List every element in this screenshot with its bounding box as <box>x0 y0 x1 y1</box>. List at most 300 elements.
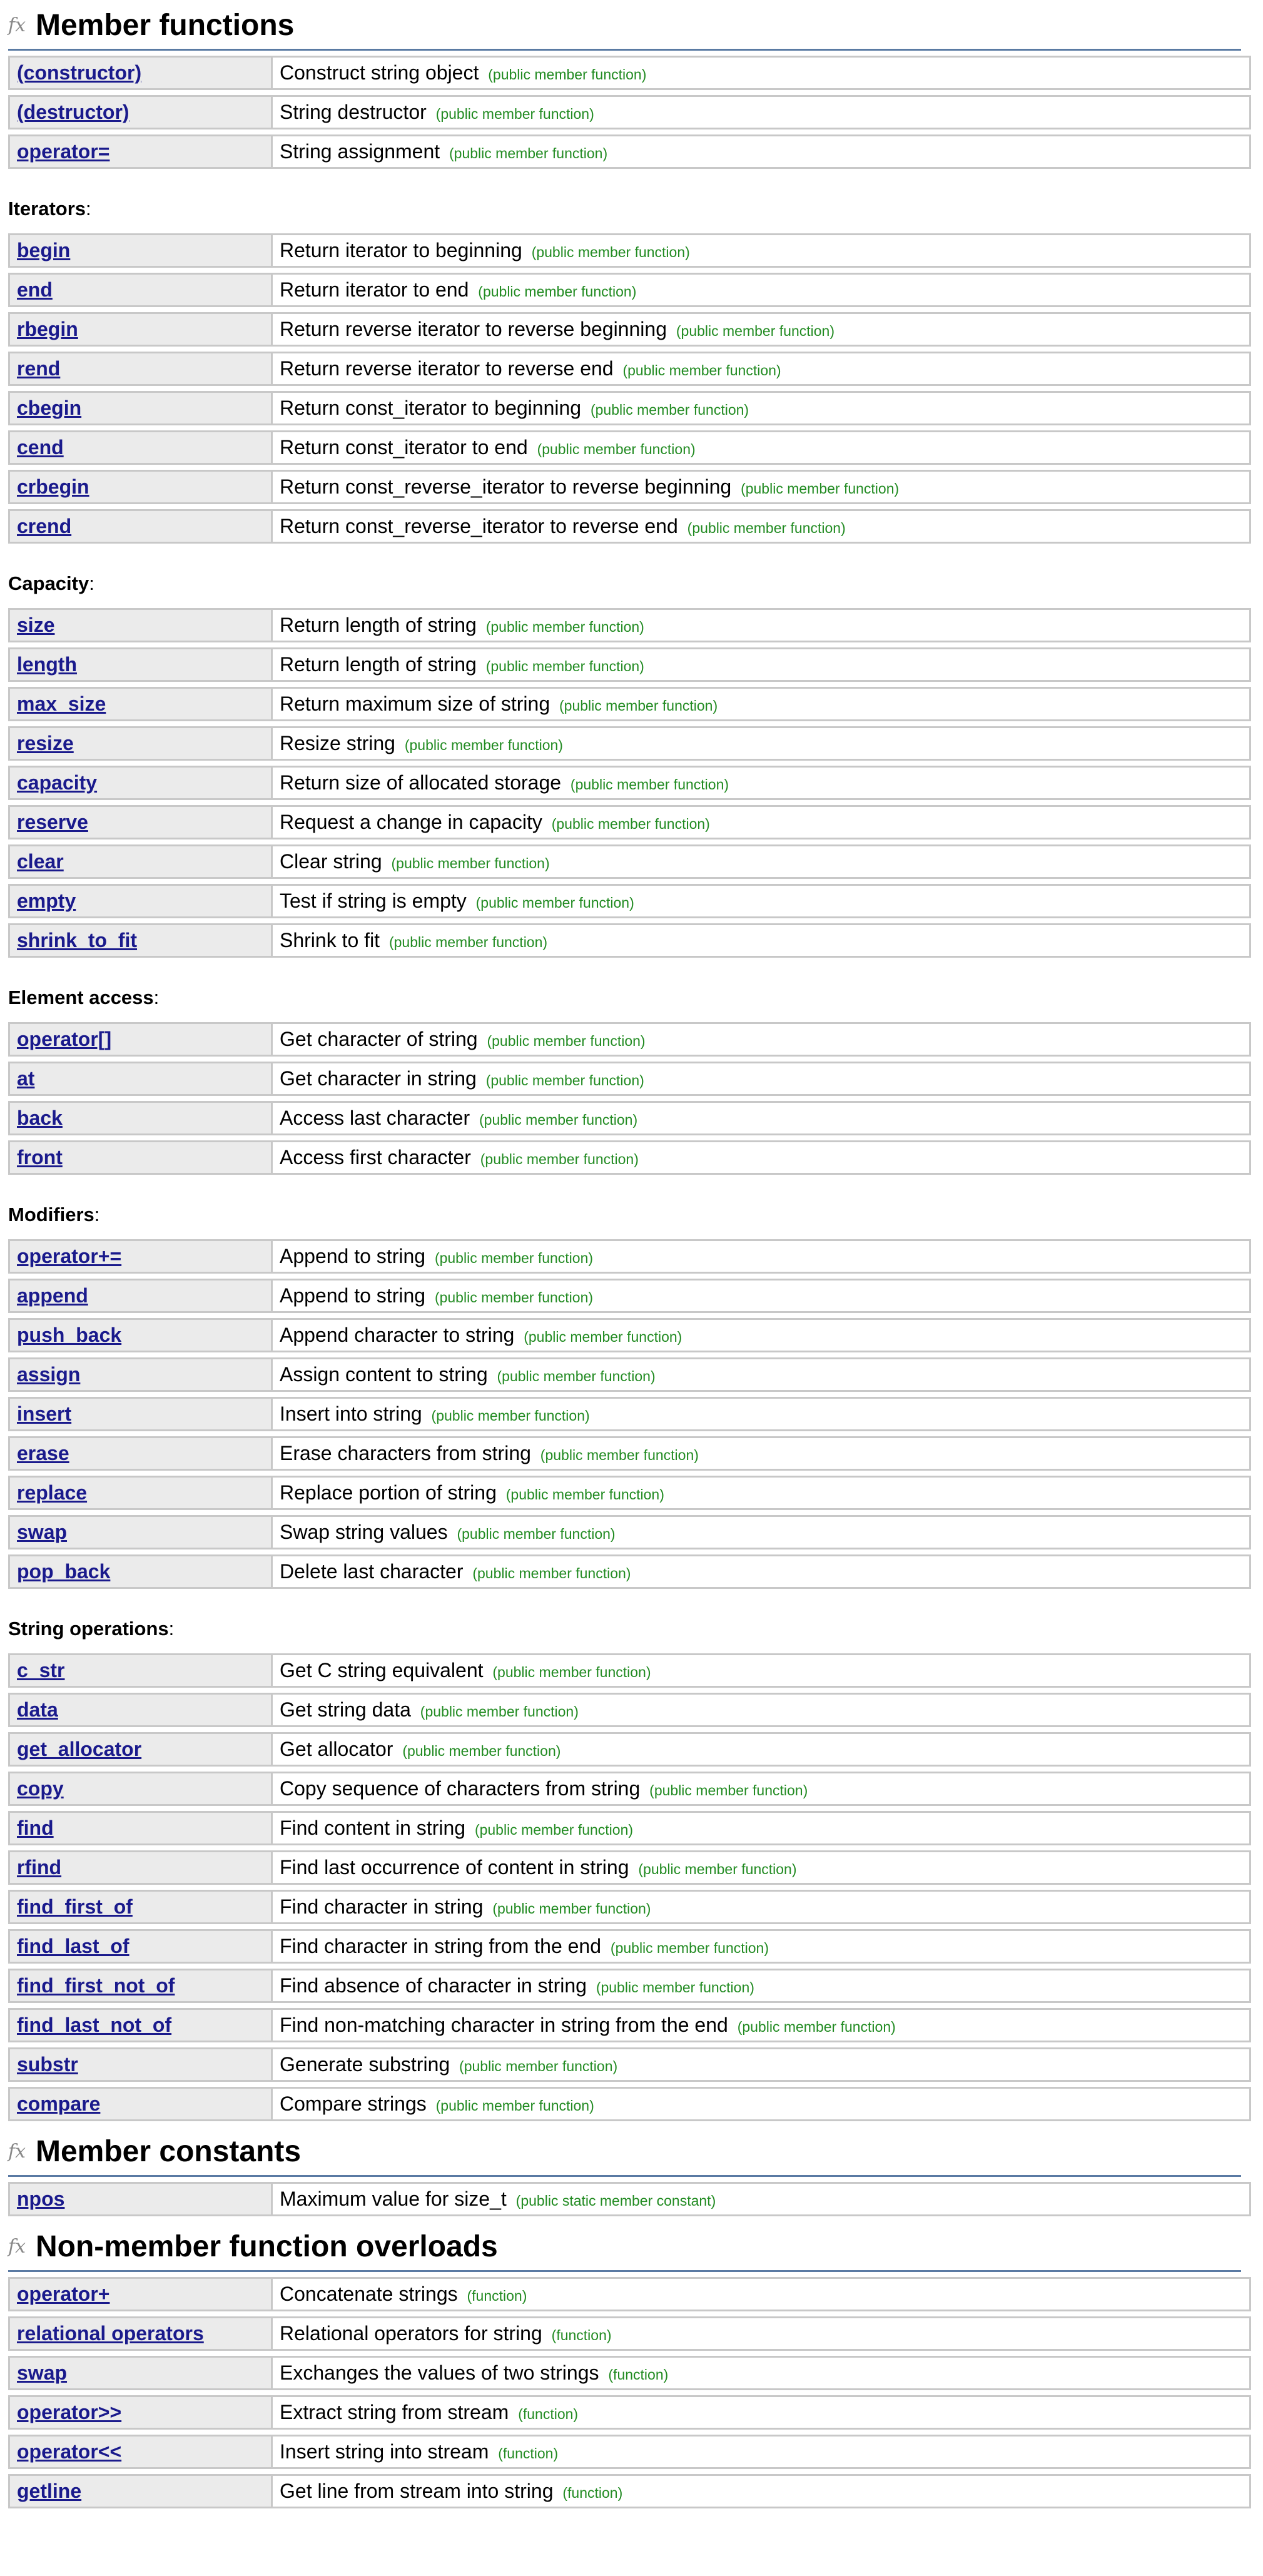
member-link[interactable]: (destructor) <box>17 101 129 123</box>
member-row <box>8 2182 1251 2216</box>
member-kind: (public member function) <box>479 1112 638 1128</box>
member-link[interactable]: find <box>17 1817 54 1839</box>
member-description-cell <box>271 2087 1251 2121</box>
member-kind: (public member function) <box>485 1072 644 1088</box>
group-title: Capacity: <box>8 572 94 594</box>
member-link[interactable]: find_first_not_of <box>17 1974 175 1997</box>
member-row <box>8 884 1251 918</box>
member-description-cell <box>271 923 1251 958</box>
member-kind: (public member function) <box>497 1368 656 1384</box>
member-name-cell <box>8 1693 271 1727</box>
member-description: Find character in string from the end <box>280 1935 602 1957</box>
member-description-cell <box>271 1140 1251 1175</box>
member-row <box>8 273 1251 307</box>
member-row <box>8 1062 1251 1096</box>
member-name-cell <box>8 884 271 918</box>
member-name-cell <box>8 1890 271 1924</box>
member-name-cell <box>8 1140 271 1175</box>
member-description-cell <box>271 2047 1251 2082</box>
member-name-cell <box>8 2087 271 2121</box>
member-description: String destructor <box>280 101 427 123</box>
member-description: Copy sequence of characters from string <box>280 1777 641 1800</box>
member-link[interactable]: length <box>17 653 77 676</box>
member-link[interactable]: substr <box>17 2053 78 2076</box>
member-link[interactable]: resize <box>17 732 74 754</box>
member-link[interactable]: erase <box>17 1442 69 1464</box>
member-description: Get C string equivalent <box>280 1659 484 1681</box>
member-name-cell <box>8 1101 271 1135</box>
member-description: Insert string into stream <box>280 2440 489 2463</box>
member-kind: (public member function) <box>540 1447 699 1463</box>
member-description-cell <box>271 2008 1251 2042</box>
member-description-cell <box>271 726 1251 761</box>
member-name-cell <box>8 509 271 544</box>
member-row <box>8 470 1251 504</box>
member-row <box>8 1890 1251 1924</box>
member-link[interactable]: operator<< <box>17 2440 122 2463</box>
member-link[interactable]: copy <box>17 1777 64 1800</box>
member-link[interactable]: crend <box>17 515 72 537</box>
member-link[interactable]: swap <box>17 2361 68 2384</box>
member-link[interactable]: assign <box>17 1363 81 1386</box>
member-group <box>8 197 1255 549</box>
member-link[interactable]: operator+= <box>17 1245 122 1267</box>
member-row <box>8 2008 1251 2042</box>
member-link[interactable]: at <box>17 1067 35 1090</box>
member-link[interactable]: empty <box>17 890 76 912</box>
member-description-cell <box>271 1476 1251 1510</box>
member-link[interactable]: swap <box>17 1521 68 1543</box>
member-description: Erase characters from string <box>280 1442 531 1464</box>
member-description-cell <box>271 352 1251 386</box>
member-name-cell <box>8 2474 271 2508</box>
member-group <box>8 2177 1255 2221</box>
member-row <box>8 1101 1251 1135</box>
member-link[interactable]: crbegin <box>17 475 89 498</box>
member-name-cell <box>8 766 271 800</box>
member-row <box>8 1554 1251 1589</box>
member-description: Insert into string <box>280 1402 422 1425</box>
member-kind: (public member function) <box>524 1329 682 1345</box>
member-description: Append to string <box>280 1284 426 1307</box>
section-title: Non-member function overloads <box>36 2229 498 2263</box>
member-row <box>8 430 1251 465</box>
member-name-cell <box>8 56 271 90</box>
member-name-cell <box>8 805 271 839</box>
member-description: String assignment <box>280 140 440 163</box>
member-group <box>8 51 1255 174</box>
member-description: Swap string values <box>280 1521 448 1543</box>
member-row <box>8 2277 1251 2311</box>
member-description: Get line from stream into string <box>280 2480 554 2502</box>
member-kind: (public member function) <box>537 441 696 457</box>
member-row <box>8 1357 1251 1392</box>
member-description-cell <box>271 1515 1251 1549</box>
member-kind: (public member function) <box>531 244 690 260</box>
member-description: Return length of string <box>280 653 477 676</box>
member-description-cell <box>271 1929 1251 1964</box>
member-description-cell <box>271 1397 1251 1431</box>
member-link[interactable]: clear <box>17 850 64 873</box>
member-name-cell <box>8 391 271 425</box>
member-kind: (public member function) <box>388 934 548 950</box>
member-description: Access first character <box>280 1146 471 1169</box>
member-kind: (public member function) <box>435 106 594 122</box>
member-name-cell <box>8 2356 271 2390</box>
member-kind: (public member function) <box>741 480 900 497</box>
member-description-cell <box>271 1062 1251 1096</box>
member-description: Maximum value for size_t <box>280 2188 507 2210</box>
member-kind: (public member function) <box>596 1979 754 1995</box>
member-name-cell <box>8 687 271 721</box>
member-description-cell <box>271 844 1251 879</box>
section-header <box>8 2223 1241 2272</box>
member-row <box>8 1279 1251 1313</box>
member-description-cell <box>271 95 1251 129</box>
member-description-cell <box>271 1279 1251 1313</box>
group-title: Modifiers: <box>8 1204 100 1225</box>
member-row <box>8 766 1251 800</box>
member-link[interactable]: end <box>17 278 53 301</box>
member-row <box>8 1929 1251 1964</box>
member-name-cell <box>8 273 271 307</box>
member-description-cell <box>271 430 1251 465</box>
member-kind: (public member function) <box>559 697 718 714</box>
member-row <box>8 2087 1251 2121</box>
member-description: Delete last character <box>280 1560 464 1583</box>
member-name-cell <box>8 923 271 958</box>
member-kind: (public member function) <box>434 1289 594 1306</box>
member-description-cell <box>271 687 1251 721</box>
fx-icon: fx <box>8 14 26 36</box>
member-description-cell <box>271 1318 1251 1352</box>
member-name-cell <box>8 1811 271 1845</box>
member-kind: (public member function) <box>492 1664 651 1680</box>
member-name-cell <box>8 312 271 347</box>
member-name-cell <box>8 470 271 504</box>
member-link[interactable]: begin <box>17 239 71 261</box>
member-link[interactable]: shrink_to_fit <box>17 929 138 951</box>
member-kind: (public member function) <box>505 1486 664 1503</box>
member-description-cell <box>271 1239 1251 1274</box>
member-link[interactable]: insert <box>17 1402 72 1425</box>
member-row <box>8 2474 1251 2508</box>
member-description-cell <box>271 1890 1251 1924</box>
member-kind: (function) <box>518 2406 579 2422</box>
member-description-cell <box>271 1732 1251 1767</box>
member-description: Return const_iterator to beginning <box>280 397 582 419</box>
reference-section <box>8 1 1255 2126</box>
member-name-cell <box>8 2435 271 2469</box>
member-link[interactable]: rend <box>17 357 61 380</box>
fx-icon: fx <box>8 2235 26 2258</box>
member-name-cell <box>8 1062 271 1096</box>
member-kind: (public member function) <box>610 1940 769 1956</box>
member-description: Get character in string <box>280 1067 477 1090</box>
member-kind: (public member function) <box>737 2019 896 2035</box>
member-row <box>8 805 1251 839</box>
member-kind: (function) <box>498 2445 559 2462</box>
member-link[interactable]: replace <box>17 1481 88 1504</box>
member-row <box>8 844 1251 879</box>
member-table <box>8 51 1251 174</box>
member-group <box>8 572 1255 963</box>
member-description: Construct string object <box>280 61 479 84</box>
member-name-cell <box>8 647 271 682</box>
member-description-cell <box>271 56 1251 90</box>
member-link[interactable]: getline <box>17 2480 82 2502</box>
member-group <box>8 1617 1255 2126</box>
member-description-cell <box>271 1772 1251 1806</box>
member-description: Compare strings <box>280 2092 427 2115</box>
member-kind: (public static member constant) <box>515 2193 716 2209</box>
member-description: Find last occurrence of content in string <box>280 1856 629 1879</box>
member-kind: (public member function) <box>478 283 637 300</box>
member-row <box>8 95 1251 129</box>
member-link[interactable]: append <box>17 1284 88 1307</box>
member-row <box>8 509 1251 544</box>
member-description-cell <box>271 2277 1251 2311</box>
member-kind: (public member function) <box>420 1703 579 1720</box>
member-link[interactable]: operator= <box>17 140 110 163</box>
member-name-cell <box>8 430 271 465</box>
member-link[interactable]: find_last_of <box>17 1935 129 1957</box>
group-title: Element access: <box>8 986 160 1008</box>
member-description-cell <box>271 1022 1251 1057</box>
member-description: Clear string <box>280 850 382 873</box>
section-title: Member constants <box>36 2134 302 2168</box>
member-table <box>8 2272 1251 2513</box>
member-link[interactable]: cend <box>17 436 64 459</box>
member-link[interactable]: get_allocator <box>17 1738 142 1760</box>
member-description: Exchanges the values of two strings <box>280 2361 599 2384</box>
member-name-cell <box>8 1554 271 1589</box>
member-link[interactable]: back <box>17 1107 63 1129</box>
member-description-cell <box>271 766 1251 800</box>
member-description-cell <box>271 805 1251 839</box>
member-name-cell <box>8 1969 271 2003</box>
member-link[interactable]: push_back <box>17 1324 122 1346</box>
member-kind: (public member function) <box>488 66 647 83</box>
member-description-cell <box>271 470 1251 504</box>
member-description: Append to string <box>280 1245 426 1267</box>
member-name-cell <box>8 726 271 761</box>
section-title: Member functions <box>36 8 295 42</box>
member-description: Get character of string <box>280 1028 478 1050</box>
member-name-cell <box>8 1357 271 1392</box>
member-row <box>8 1140 1251 1175</box>
member-description-cell <box>271 884 1251 918</box>
member-link[interactable]: operator[] <box>17 1028 112 1050</box>
member-description-cell <box>271 1554 1251 1589</box>
member-description: Resize string <box>280 732 395 754</box>
member-link[interactable]: front <box>17 1146 63 1169</box>
member-row <box>8 1239 1251 1274</box>
member-link[interactable]: data <box>17 1698 58 1721</box>
member-kind: (function) <box>551 2327 612 2343</box>
member-kind: (public member function) <box>457 1526 616 1542</box>
member-name-cell <box>8 2008 271 2042</box>
reference-section <box>8 2223 1255 2513</box>
member-row <box>8 1693 1251 1727</box>
member-row <box>8 726 1251 761</box>
member-description-cell <box>271 1357 1251 1392</box>
member-kind: (public member function) <box>480 1151 639 1167</box>
member-table <box>8 603 1251 963</box>
member-description: Find non-matching character in string from the end <box>280 2014 728 2036</box>
member-kind: (public member function) <box>638 1861 797 1877</box>
member-row <box>8 1653 1251 1688</box>
member-description: Request a change in capacity <box>280 811 542 833</box>
member-description-cell <box>271 1969 1251 2003</box>
member-table <box>8 1017 1251 1180</box>
member-description: Generate substring <box>280 2053 450 2076</box>
member-kind: (public member function) <box>472 1565 631 1581</box>
member-description-cell <box>271 2474 1251 2508</box>
member-description: Return iterator to end <box>280 278 469 301</box>
member-description: Return reverse iterator to reverse end <box>280 357 614 380</box>
member-kind: (public member function) <box>485 658 644 674</box>
member-kind: (public member function) <box>551 816 710 832</box>
member-link[interactable]: cbegin <box>17 397 82 419</box>
member-link[interactable]: (constructor) <box>17 61 142 84</box>
member-name-cell <box>8 1476 271 1510</box>
member-kind: (public member function) <box>487 1033 646 1049</box>
member-link[interactable]: c_str <box>17 1659 65 1681</box>
member-row <box>8 312 1251 347</box>
member-link[interactable]: find_last_not_of <box>17 2014 172 2036</box>
member-row <box>8 1476 1251 1510</box>
member-description-cell <box>271 2316 1251 2351</box>
member-link[interactable]: rfind <box>17 1856 62 1879</box>
member-name-cell <box>8 233 271 268</box>
member-name-cell <box>8 1022 271 1057</box>
member-kind: (public member function) <box>391 855 550 871</box>
member-link[interactable]: rbegin <box>17 318 78 340</box>
member-name-cell <box>8 2277 271 2311</box>
member-description-cell <box>271 608 1251 642</box>
member-name-cell <box>8 1279 271 1313</box>
member-link[interactable]: capacity <box>17 771 98 794</box>
member-name-cell <box>8 1239 271 1274</box>
member-description: Get allocator <box>280 1738 393 1760</box>
member-row <box>8 1732 1251 1767</box>
member-table <box>8 1234 1251 1594</box>
member-table <box>8 1648 1251 2126</box>
member-link[interactable]: npos <box>17 2188 65 2210</box>
member-row <box>8 1318 1251 1352</box>
member-name-cell <box>8 1318 271 1352</box>
member-link[interactable]: operator>> <box>17 2401 122 2423</box>
member-row <box>8 647 1251 682</box>
member-description: Append character to string <box>280 1324 515 1346</box>
member-description-cell <box>271 1101 1251 1135</box>
member-table <box>8 2177 1251 2221</box>
member-row <box>8 1969 1251 2003</box>
member-group <box>8 1203 1255 1594</box>
member-kind: (function) <box>562 2485 623 2501</box>
member-kind: (public member function) <box>590 402 749 418</box>
member-kind: (public member function) <box>687 520 846 536</box>
member-name-cell <box>8 95 271 129</box>
member-link[interactable]: pop_back <box>17 1560 111 1583</box>
member-link[interactable]: reserve <box>17 811 88 833</box>
member-description: Find absence of character in string <box>280 1974 587 1997</box>
member-row <box>8 687 1251 721</box>
member-kind: (public member function) <box>570 776 729 793</box>
member-description: Return length of string <box>280 614 477 636</box>
member-kind: (public member function) <box>485 619 644 635</box>
member-description: Relational operators for string <box>280 2322 542 2345</box>
member-link[interactable]: compare <box>17 2092 101 2115</box>
member-link[interactable]: operator+ <box>17 2283 110 2305</box>
member-description-cell <box>271 2435 1251 2469</box>
member-description: Replace portion of string <box>280 1481 497 1504</box>
member-kind: (public member function) <box>431 1407 590 1424</box>
member-description-cell <box>271 391 1251 425</box>
member-row <box>8 1022 1251 1057</box>
member-row <box>8 2435 1251 2469</box>
member-link[interactable]: max_size <box>17 692 106 715</box>
member-name-cell <box>8 1772 271 1806</box>
member-kind: (public member function) <box>435 2097 594 2114</box>
member-description: Return size of allocated storage <box>280 771 562 794</box>
section-header <box>8 2127 1241 2177</box>
member-description-cell <box>271 312 1251 347</box>
member-description: Return const_iterator to end <box>280 436 528 459</box>
member-description-cell <box>271 233 1251 268</box>
member-description-cell <box>271 1436 1251 1471</box>
member-description-cell <box>271 1850 1251 1885</box>
member-kind: (public member function) <box>676 323 834 339</box>
member-name-cell <box>8 134 271 169</box>
member-description: Access last character <box>280 1107 470 1129</box>
member-table <box>8 228 1251 549</box>
member-description-cell <box>271 273 1251 307</box>
member-description: Shrink to fit <box>280 929 380 951</box>
member-kind: (function) <box>608 2366 669 2383</box>
fx-icon: fx <box>8 2140 26 2163</box>
member-description: Test if string is empty <box>280 890 467 912</box>
member-link[interactable]: find_first_of <box>17 1895 133 1918</box>
member-kind: (function) <box>467 2288 527 2304</box>
member-description: Concatenate strings <box>280 2283 458 2305</box>
member-description: Return maximum size of string <box>280 692 550 715</box>
member-description: Return iterator to beginning <box>280 239 522 261</box>
member-description: Extract string from stream <box>280 2401 509 2423</box>
group-title: String operations: <box>8 1618 175 1640</box>
member-link[interactable]: size <box>17 614 55 636</box>
member-row <box>8 2316 1251 2351</box>
group-title: Iterators: <box>8 198 91 220</box>
member-description-cell <box>271 2356 1251 2390</box>
member-name-cell <box>8 608 271 642</box>
member-name-cell <box>8 1397 271 1431</box>
member-row <box>8 1811 1251 1845</box>
member-name-cell <box>8 1850 271 1885</box>
member-name-cell <box>8 2316 271 2351</box>
member-row <box>8 391 1251 425</box>
member-description: Find character in string <box>280 1895 484 1918</box>
member-row <box>8 134 1251 169</box>
member-link[interactable]: relational operators <box>17 2322 204 2345</box>
member-kind: (public member function) <box>474 1822 634 1838</box>
member-kind: (public member function) <box>434 1250 594 1266</box>
member-description: Return const_reverse_iterator to reverse beginning <box>280 475 732 498</box>
member-row <box>8 608 1251 642</box>
reference-section <box>8 2127 1255 2221</box>
member-description-cell <box>271 1653 1251 1688</box>
